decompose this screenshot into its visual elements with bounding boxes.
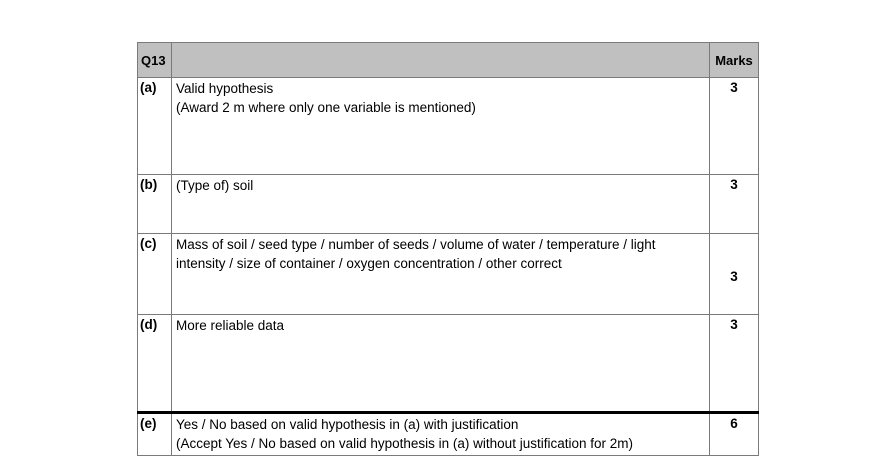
table-row [138,78,759,175]
answer-note: (Award 2 m where only one variable is mentioned) [176,100,476,115]
table-row [138,413,759,456]
mark-scheme-table [137,42,759,456]
marks-value: 3 [710,78,759,175]
part-label: (c) [138,234,172,315]
header-blank-cell [172,43,710,78]
answer-text: intensity / size of container / oxygen concentration / other correct [176,256,562,271]
question-number: Q13 [138,43,172,78]
marks-value: 6 [710,413,759,456]
answer-text: Valid hypothesis [176,81,274,96]
answer-cell [172,413,710,456]
part-label: (d) [138,315,172,413]
answer-note: (Accept Yes / No based on valid hypothesis in (a) without justification for 2m) [176,436,633,451]
part-label: (b) [138,175,172,234]
part-label: (a) [138,78,172,175]
marks-value: 3 [710,175,759,234]
table-row [138,234,759,315]
answer-cell [172,175,710,234]
marks-value: 3 [710,234,759,315]
answer-text: More reliable data [176,318,285,333]
table-header-row [138,43,759,78]
marks-heading: Marks [710,43,759,78]
answer-cell [172,234,710,315]
table-row [138,315,759,413]
answer-cell [172,315,710,413]
answer-text: Mass of soil / seed type / number of seeds / volume of water / temperature / light [176,237,656,252]
answer-cell [172,78,710,175]
answer-text: (Type of) soil [176,178,254,193]
part-label: (e) [138,413,172,456]
answer-text: Yes / No based on valid hypothesis in (a) with justification [176,417,519,432]
table-row [138,175,759,234]
marks-value: 3 [710,315,759,413]
